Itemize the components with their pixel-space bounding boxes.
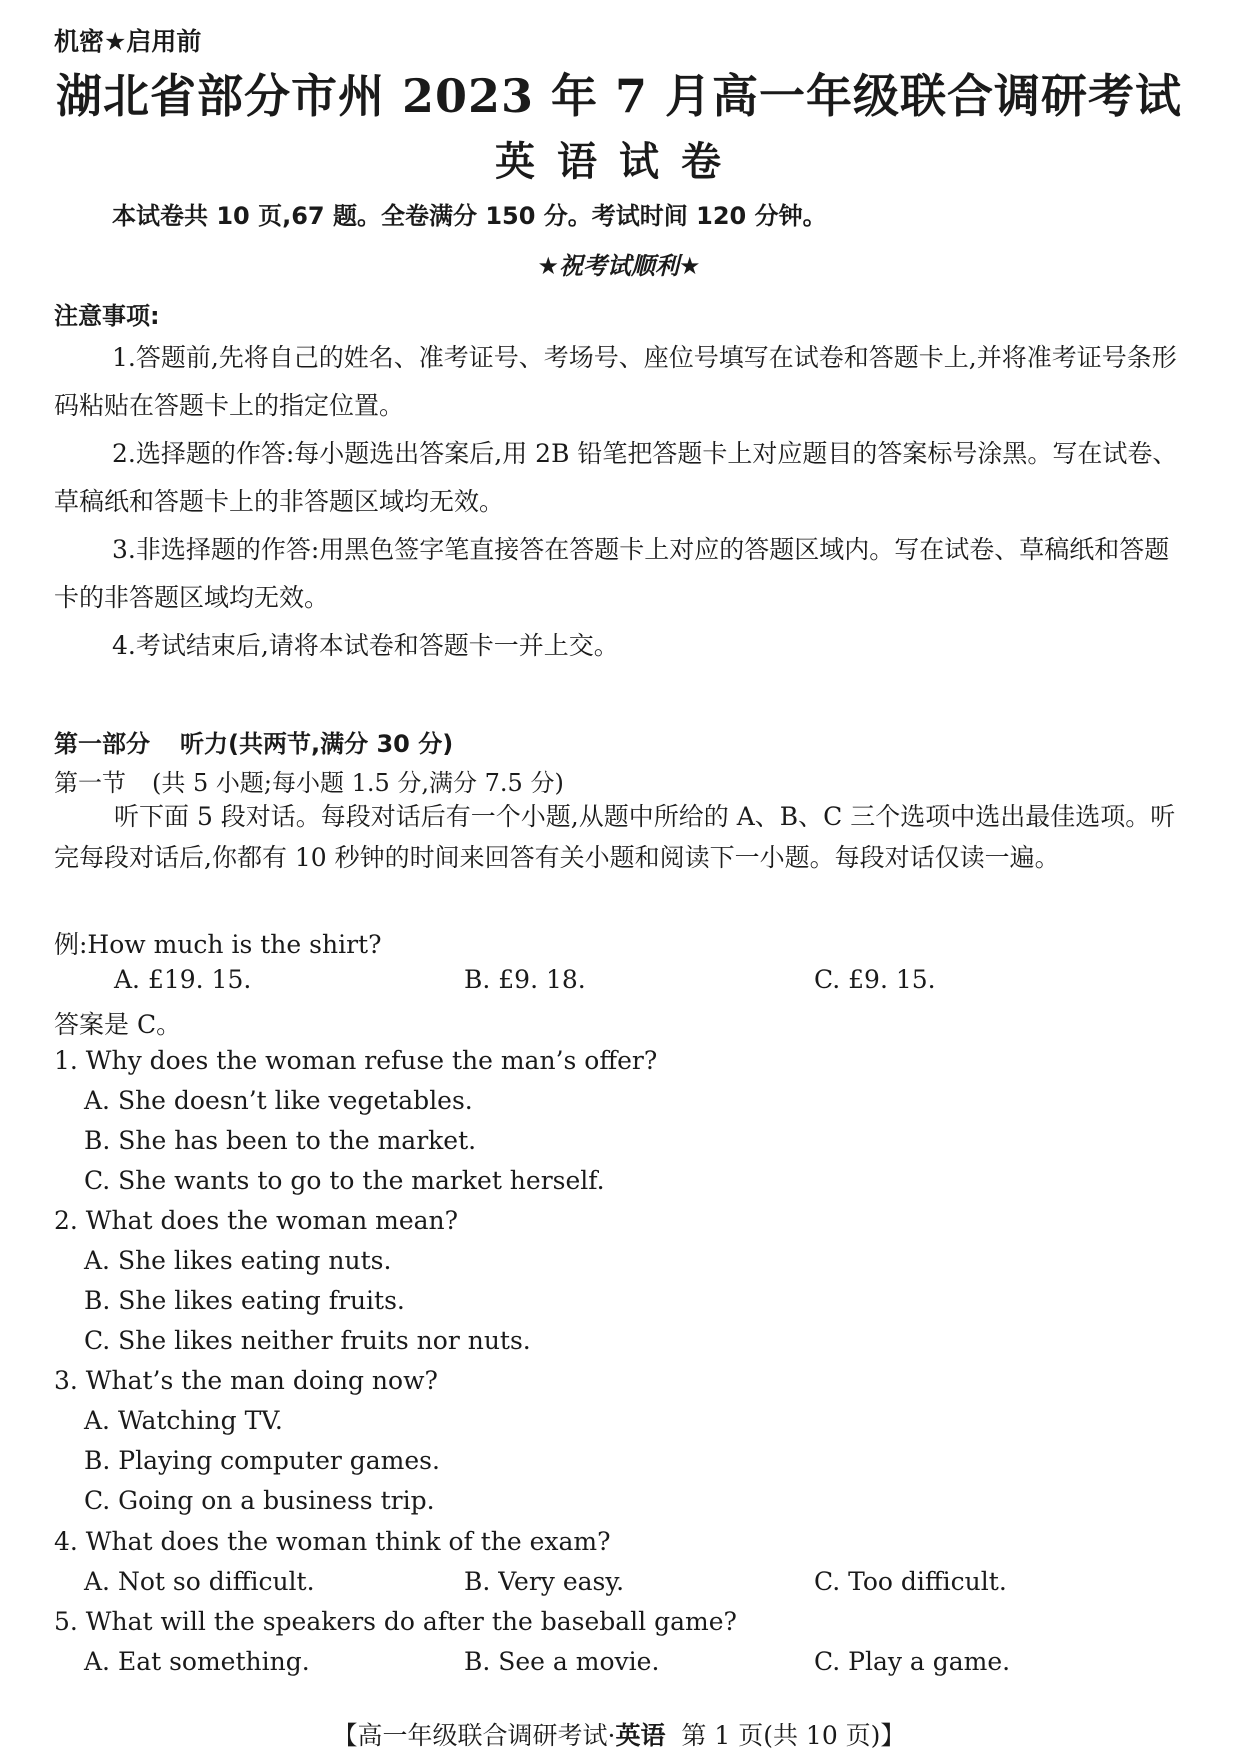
subject-title: 英语试卷 [495, 139, 743, 185]
confidential-label: 机密★启用前 [54, 27, 202, 56]
footer-page-number: 第 1 页(共 10 页)】 [681, 1721, 906, 1750]
part-heading-number: 第一部分 [54, 730, 150, 758]
notice-heading: 注意事项: [54, 302, 160, 330]
part-heading-title: 听力(共两节,满分 30 分) [180, 730, 454, 758]
question-2-option-b: B. She likes eating fruits. [84, 1286, 405, 1315]
question-5-option-c: C. Play a game. [814, 1647, 1011, 1676]
question-5: 5. What will the speakers do after the baseball game? [54, 1607, 737, 1636]
footer-subject: 英语 [615, 1721, 666, 1750]
example-option-b: B. £9. 18. [464, 965, 586, 994]
question-1-option-a: A. She doesn’t like vegetables. [84, 1086, 473, 1115]
example-answer: 答案是 C。 [54, 1010, 182, 1039]
example-question: 例:How much is the shirt? [54, 930, 382, 959]
exam-title: 湖北省部分市州 2023 年 7 月高一年级联合调研考试 [55, 69, 1183, 123]
question-5-option-b: B. See a movie. [464, 1647, 660, 1676]
part-heading [54, 724, 453, 759]
question-4-option-c: C. Too difficult. [814, 1567, 1007, 1596]
blessing-line: ★祝考试顺利★ [537, 252, 701, 280]
notice-item: 2.选择题的作答:每小题选出答案后,用 2B 铅笔把答题卡上对应题目的答案标号涂黑。写在试卷、草稿纸和答题卡上的非答题区域均无效。 [54, 439, 1178, 516]
footer-exam-name: 【高一年级联合调研考试· [332, 1721, 616, 1750]
question-2-option-a: A. She likes eating nuts. [84, 1246, 392, 1275]
notice-item: 4.考试结束后,请将本试卷和答题卡一并上交。 [112, 631, 619, 660]
question-3-option-a: A. Watching TV. [84, 1406, 283, 1435]
question-2-option-c: C. She likes neither fruits nor nuts. [84, 1326, 531, 1355]
section-heading-detail: (共 5 小题;每小题 1.5 分,满分 7.5 分) [152, 769, 564, 797]
question-3-option-c: C. Going on a business trip. [84, 1486, 435, 1515]
listening-instructions: 听下面 5 段对话。每段对话后有一个小题,从题中所给的 A、B、C 三个选项中选出最佳选项。听完每段对话后,你都有 10 秒钟的时间来回答有关小题和阅读下一小题。每段对话仅读一遍。 [54, 802, 1176, 872]
section-heading [54, 763, 564, 798]
question-1-option-c: C. She wants to go to the market herself. [84, 1166, 605, 1195]
notice-item: 1.答题前,先将自己的姓名、准考证号、考场号、座位号填写在试卷和答题卡上,并将准考证号条形码粘贴在答题卡上的指定位置。 [54, 343, 1177, 420]
question-1: 1. Why does the woman refuse the man’s offer? [54, 1046, 658, 1075]
example-option-c: C. £9. 15. [814, 965, 936, 994]
question-2: 2. What does the woman mean? [54, 1206, 459, 1235]
page-footer [0, 1716, 1238, 1752]
question-4-option-a: A. Not so difficult. [84, 1567, 315, 1596]
question-4: 4. What does the woman think of the exam? [54, 1527, 611, 1556]
question-4-option-b: B. Very easy. [464, 1567, 625, 1596]
question-5-option-a: A. Eat something. [84, 1647, 310, 1676]
section-heading-number: 第一节 [54, 769, 126, 797]
question-3-option-b: B. Playing computer games. [84, 1446, 440, 1475]
question-3: 3. What’s the man doing now? [54, 1366, 438, 1395]
exam-info: 本试卷共 10 页,67 题。全卷满分 150 分。考试时间 120 分钟。 [112, 202, 827, 230]
notice-item: 3.非选择题的作答:用黑色签字笔直接答在答题卡上对应的答题区域内。写在试卷、草稿纸和答题卡的非答题区域均无效。 [54, 535, 1170, 612]
question-1-option-b: B. She has been to the market. [84, 1126, 477, 1155]
example-option-a: A. £19. 15. [114, 965, 252, 994]
